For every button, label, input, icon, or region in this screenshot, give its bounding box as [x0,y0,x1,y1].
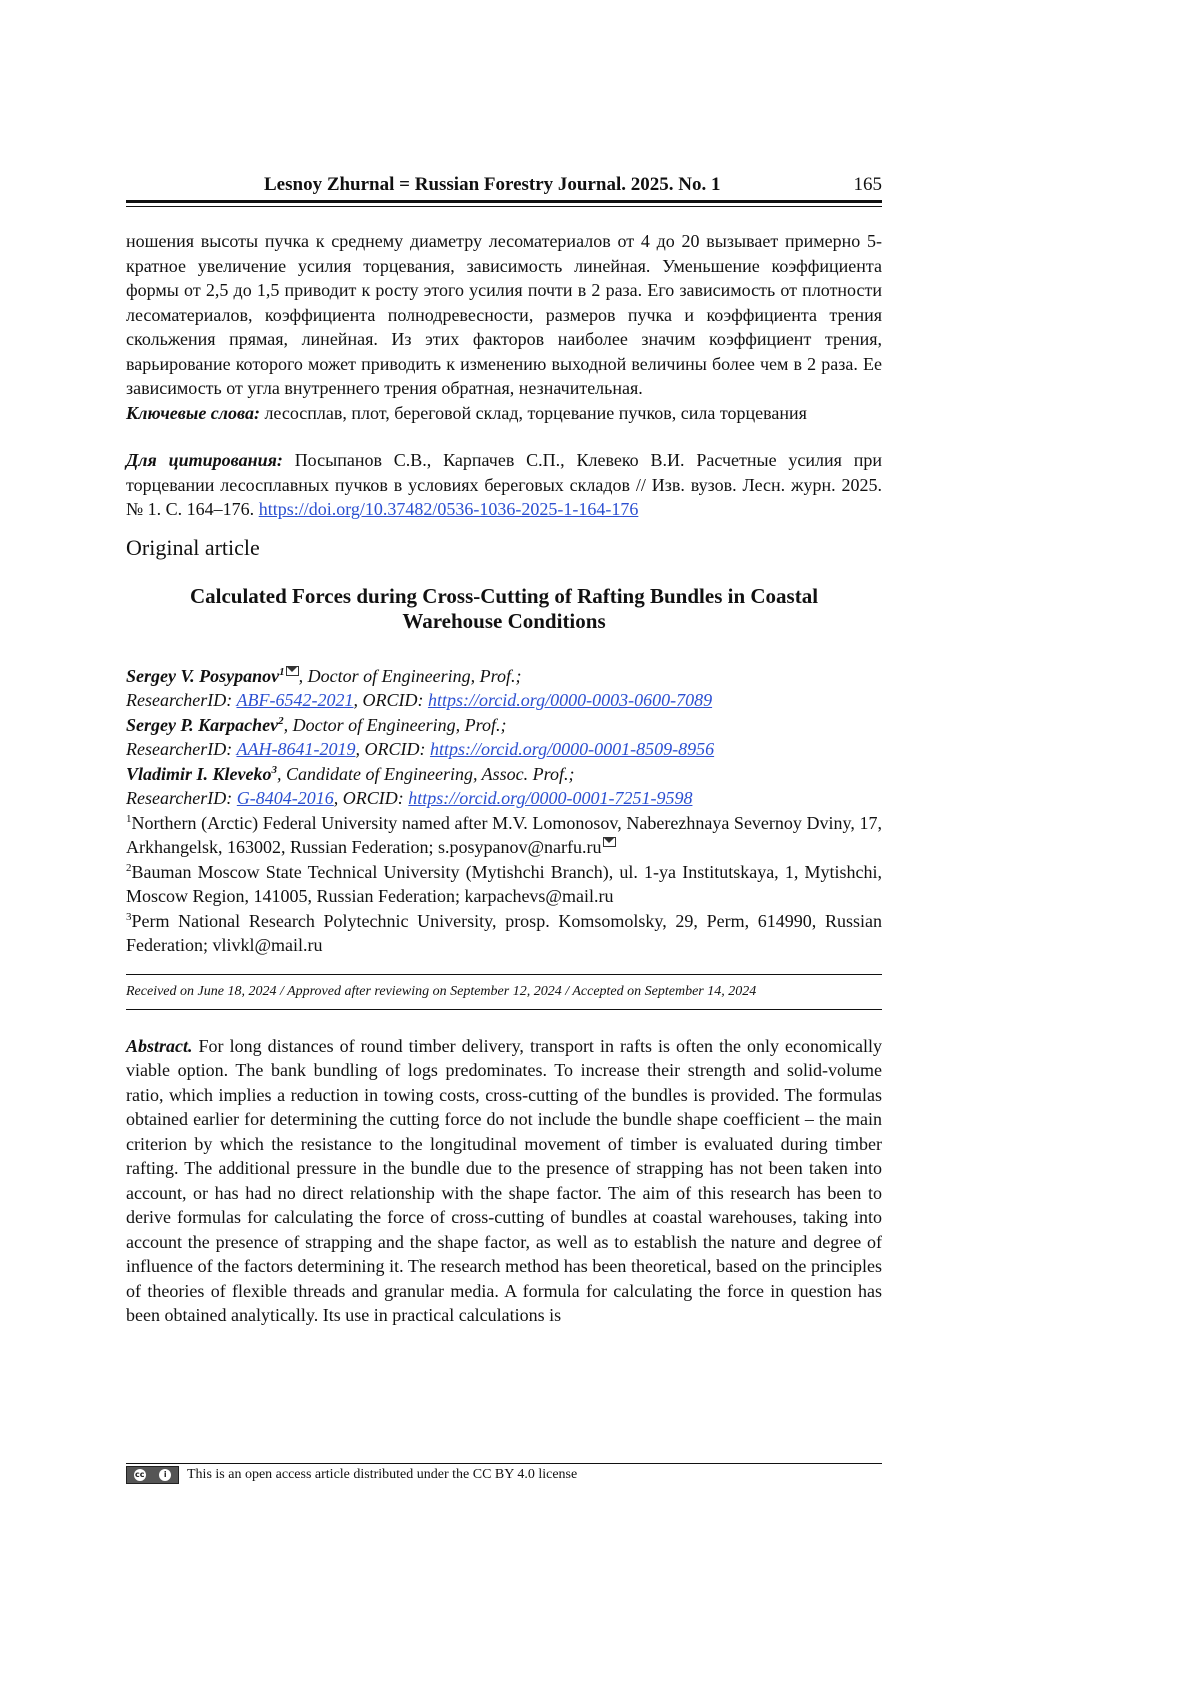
author-1 [126,664,882,689]
orcid-label: , ORCID: [353,690,428,710]
author-sup: 1 [279,666,285,678]
affiliation-text: Perm National Research Polytechnic University, prosp. Komsomolsky, 29, Perm, 614990, Russian Federation; vlivkl@mail.ru [126,911,882,956]
author-name: Sergey P. Karpachev [126,715,278,735]
author-sup: 3 [272,764,278,776]
ru-cite-text: Посыпанов С.В., Карпачев С.П., Клевеко В.И. Расчетные усилия при торцевании лесосплавных пучков в условиях береговых складов // Изв. вузов. Лесн. журн. 2025. № 1. С. 164–176. [126,450,882,519]
ru-keywords [126,401,882,426]
article-type: Original article [126,534,882,562]
abstract-text: For long distances of round timber delivery, transport in rafts is often the only economically viable option. The bank bundling of logs predominates. To increase their strength and solid-volume ratio, which implies a reduction in towing costs, cross-cutting of the bundles is provided. The formulas obtained earlier for determining the cutting force do not include the bundle shape coefficient – the main criterion by which the resistance to the longitudinal movement of timber is evaluated during timber rafting. The additional pressure in the bundle due to the presence of strapping has not been taken into account, or has had no direct relationship with the shape factor. The aim of this research has been to derive formulas for calculating the force of cross-cutting of bundles at coastal warehouses, taking into account the presence of strapping and the shape factor, as well as to establish the nature and degree of influence of the factors determining it. The research method has been theoretical, based on the principles of theories of flexible threads and granular media. A formula for calculating the force in question has been obtained analytically. Its use in practical calculations is [126,1036,882,1326]
author-degree: , Doctor of Engineering, Prof.; [299,666,522,686]
dates-rule-bottom [126,1009,882,1010]
affiliation-3 [126,909,882,958]
running-header [126,174,882,200]
orcid-link[interactable]: https://orcid.org/0000-0001-8509-8956 [430,739,714,759]
page-number: 165 [854,174,883,196]
affiliation-sup: 3 [126,911,132,923]
researcherid-label: ResearcherID: [126,788,237,808]
page [126,0,882,1697]
publication-dates: Received on June 18, 2024 / Approved after reviewing on September 12, 2024 / Accepted on September 14, 2024 [126,975,882,1009]
ru-citation [126,448,882,522]
article-title-line-1: Calculated Forces during Cross-Cutting of Rafting Bundles in Coastal [126,584,882,609]
ru-keywords-label: Ключевые слова: [126,403,260,423]
affiliation-text: Northern (Arctic) Federal University named after M.V. Lomonosov, Naberezhnaya Severnoy Dviny, 17, Arkhangelsk, 163002, Russian Federation; s.posypanov@narfu.ru [126,813,882,858]
article-title-line-2: Warehouse Conditions [126,609,882,634]
affiliation-sup: 1 [126,813,132,825]
orcid-link[interactable]: https://orcid.org/0000-0003-0600-7089 [428,690,712,710]
journal-title: Lesnoy Zhurnal = Russian Forestry Journal. 2025. No. 1 [264,174,721,196]
affiliation-text: Bauman Moscow State Technical University (Mytishchi Branch), ul. 1-ya Institutskaya, 1, Mytishchi, Moscow Region, 141005, Russian Federation; karpachevs@mail.ru [126,862,882,907]
footer-rule [126,1463,882,1464]
author-1-ids [126,688,882,713]
abstract [126,1034,882,1328]
orcid-label: , ORCID: [355,739,430,759]
author-name: Sergey V. Posypanov [126,666,279,686]
article-title [126,584,882,634]
researcherid-label: ResearcherID: [126,739,236,759]
author-3 [126,762,882,787]
header-rule-thin [126,206,882,207]
author-2 [126,713,882,738]
researcherid-link[interactable]: ABF-6542-2021 [236,690,353,710]
envelope-icon [286,666,299,676]
ru-abstract-tail: ношения высоты пучка к среднему диаметру лесоматериалов от 4 до 20 вызывает при­мерно 5-кратное увеличение усилия торцевания, зависимость линейная. Уменьшение коэффициента формы от 2,5 до 1,5 приводит к росту этого усилия почти в 2 раза. Его зависимость от плотности лесоматериалов, коэффициента полнодревесности, размеров пучка и коэффициента трения скольжения прямая, линейная. Из этих факторов наибо­лее значим коэффициент трения, варьирование которого может приводить к изменению выходной величины более чем в 2 раза. Ее зависимость от угла внутреннего трения обратная, незначительная. [126,229,882,401]
license-footer [126,1466,577,1484]
article-content [126,229,882,1328]
researcherid-link[interactable]: AAH-8641-2019 [236,739,355,759]
affiliation-1 [126,811,882,860]
abstract-label: Abstract. [126,1036,193,1056]
author-degree: , Candidate of Engineering, Assoc. Prof.; [277,764,574,784]
affiliation-sup: 2 [126,862,132,874]
authors-block [126,664,882,958]
ru-keywords-text: лесосплав, плот, береговой склад, торцевание пучков, сила торцевания [264,403,806,423]
ru-cite-doi-link[interactable]: https://doi.org/10.37482/0536-1036-2025-1-164-176 [259,499,639,519]
author-name: Vladimir I. Kleveko [126,764,272,784]
author-3-ids [126,786,882,811]
envelope-icon [603,837,616,847]
orcid-label: , ORCID: [334,788,409,808]
license-text: This is an open access article distributed under the CC BY 4.0 license [187,1467,577,1483]
ru-cite-label: Для цитирования: [126,450,283,470]
cc-by-icon: cc i [126,1466,179,1484]
orcid-link[interactable]: https://orcid.org/0000-0001-7251-9598 [408,788,692,808]
author-degree: , Doctor of Engineering, Prof.; [284,715,507,735]
researcherid-label: ResearcherID: [126,690,236,710]
affiliation-2 [126,860,882,909]
header-rule [126,200,882,203]
author-2-ids [126,737,882,762]
researcherid-link[interactable]: G-8404-2016 [237,788,334,808]
author-sup: 2 [278,715,284,727]
